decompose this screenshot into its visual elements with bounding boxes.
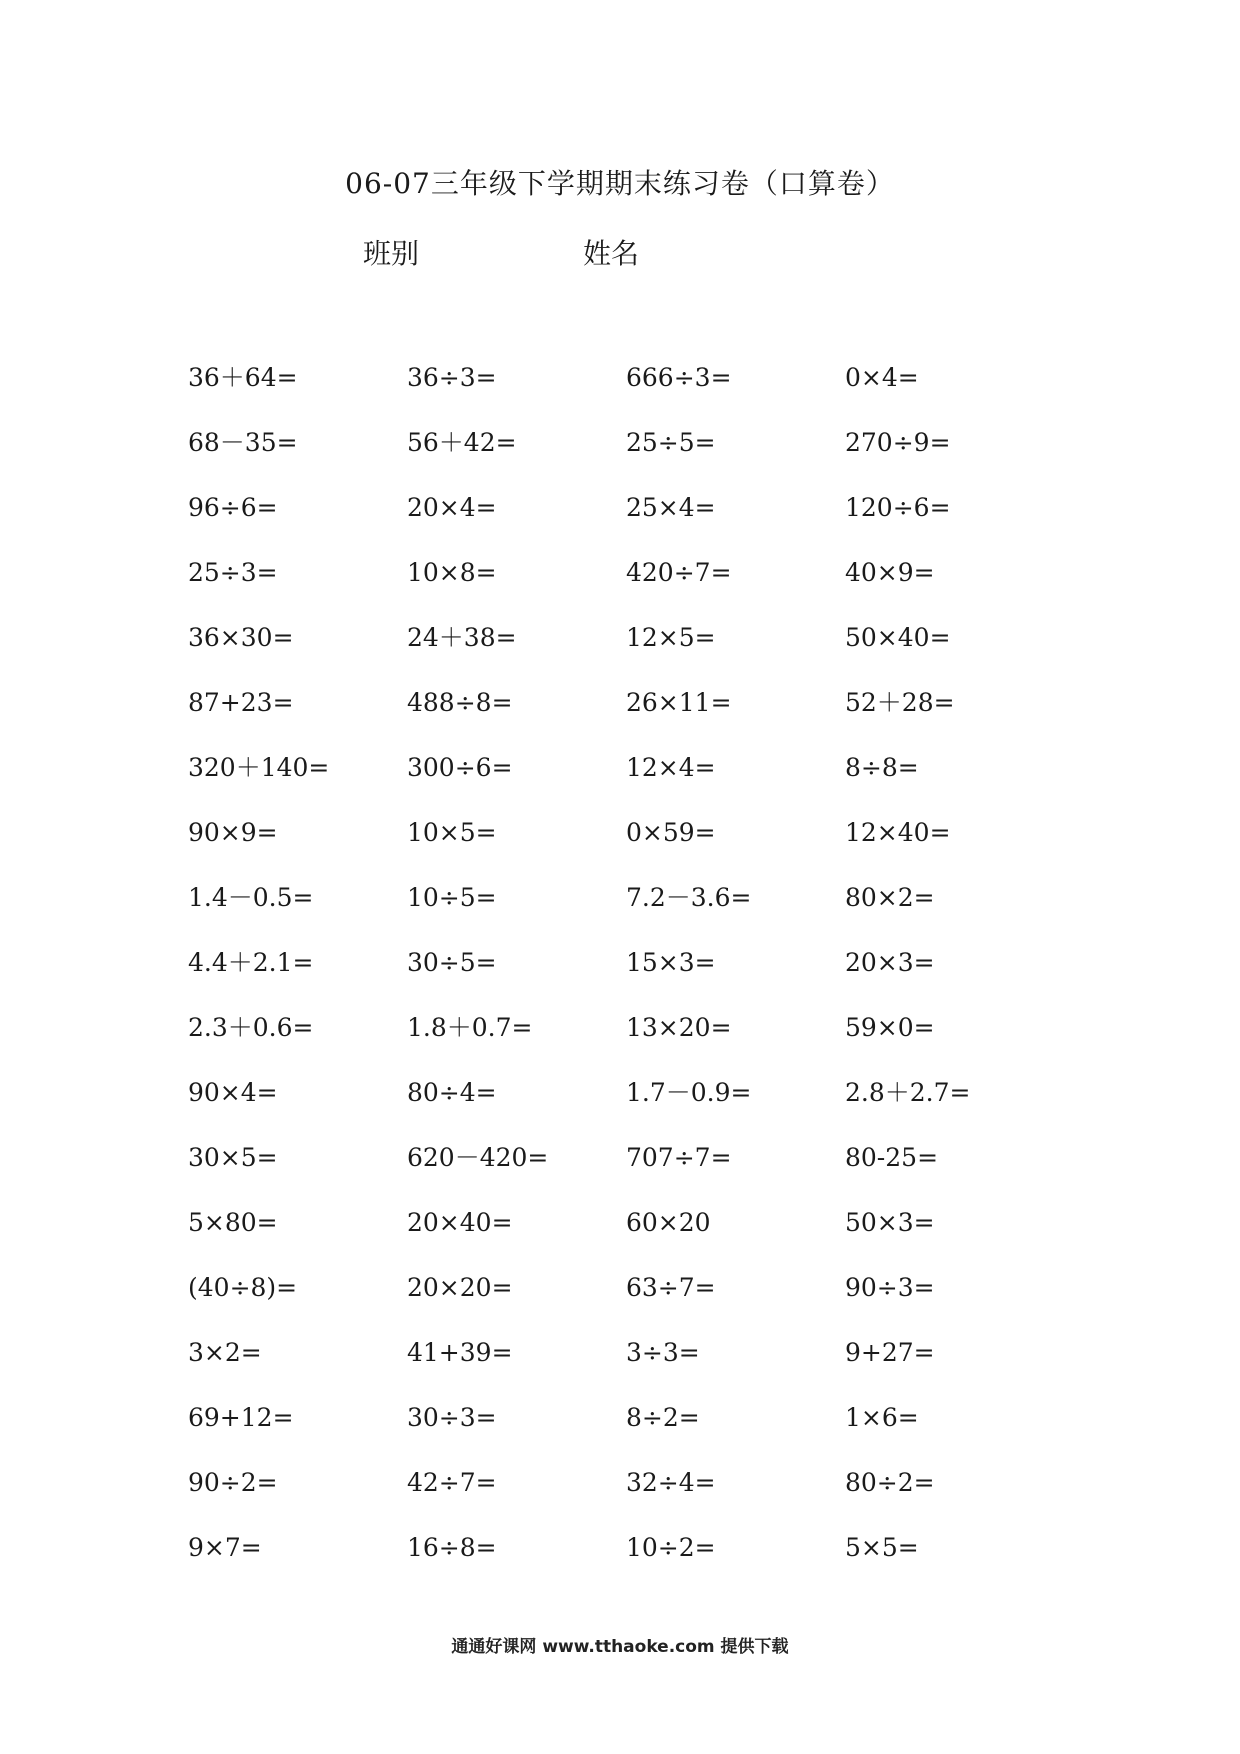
arithmetic-problem: 10÷2= (626, 1533, 716, 1562)
arithmetic-problem: 59×0= (845, 1013, 935, 1042)
arithmetic-problem: 420÷7= (626, 558, 732, 587)
arithmetic-problem: 488÷8= (407, 688, 513, 717)
arithmetic-problem: 12×40= (845, 818, 951, 847)
arithmetic-problem: 3×2= (188, 1338, 262, 1367)
arithmetic-problem: 1.8＋0.7= (407, 1013, 533, 1042)
arithmetic-problem: 36÷3= (407, 363, 497, 392)
arithmetic-problem: 30×5= (188, 1143, 278, 1172)
arithmetic-problem: 80×2= (845, 883, 935, 912)
arithmetic-problem: 36＋64= (188, 363, 298, 392)
arithmetic-problem: 5×80= (188, 1208, 278, 1237)
arithmetic-problem: 68－35= (188, 428, 298, 457)
arithmetic-problem: (40÷8)= (188, 1273, 298, 1302)
arithmetic-problem: 1.4－0.5= (188, 883, 314, 912)
arithmetic-problem: 12×4= (626, 753, 716, 782)
arithmetic-problem: 0×4= (845, 363, 919, 392)
arithmetic-problem: 90×9= (188, 818, 278, 847)
arithmetic-problem: 42÷7= (407, 1468, 497, 1497)
arithmetic-problem: 8÷8= (845, 753, 919, 782)
arithmetic-problem: 30÷5= (407, 948, 497, 977)
arithmetic-problem: 7.2－3.6= (626, 883, 752, 912)
arithmetic-problem: 52＋28= (845, 688, 955, 717)
arithmetic-problem: 5×5= (845, 1533, 919, 1562)
arithmetic-problem: 1×6= (845, 1403, 919, 1432)
arithmetic-problem: 10×5= (407, 818, 497, 847)
arithmetic-problem: 24＋38= (407, 623, 517, 652)
problem-grid (188, 360, 1088, 1595)
arithmetic-problem: 707÷7= (626, 1143, 732, 1172)
arithmetic-problem: 13×20= (626, 1013, 732, 1042)
arithmetic-problem: 60×20 (626, 1208, 711, 1237)
footer-credit: 通通好课网 www.tthaoke.com 提供下载 (451, 1637, 789, 1657)
arithmetic-problem: 2.8＋2.7= (845, 1078, 971, 1107)
arithmetic-problem: 90÷2= (188, 1468, 278, 1497)
arithmetic-problem: 80÷2= (845, 1468, 935, 1497)
arithmetic-problem: 620－420= (407, 1143, 549, 1172)
arithmetic-problem: 2.3＋0.6= (188, 1013, 314, 1042)
arithmetic-problem: 666÷3= (626, 363, 732, 392)
arithmetic-problem: 80-25= (845, 1143, 939, 1172)
arithmetic-problem: 50×3= (845, 1208, 935, 1237)
arithmetic-problem: 25÷3= (188, 558, 278, 587)
arithmetic-problem: 3÷3= (626, 1338, 700, 1367)
arithmetic-problem: 9×7= (188, 1533, 262, 1562)
arithmetic-problem: 63÷7= (626, 1273, 716, 1302)
arithmetic-problem: 26×11= (626, 688, 732, 717)
arithmetic-problem: 25×4= (626, 493, 716, 522)
arithmetic-problem: 15×3= (626, 948, 716, 977)
arithmetic-problem: 90÷3= (845, 1273, 935, 1302)
arithmetic-problem: 270÷9= (845, 428, 951, 457)
arithmetic-problem: 20×4= (407, 493, 497, 522)
page-title: 06-07三年级下学期期末练习卷（口算卷） (345, 167, 895, 200)
arithmetic-problem: 41+39= (407, 1338, 513, 1367)
arithmetic-problem: 56＋42= (407, 428, 517, 457)
arithmetic-problem: 12×5= (626, 623, 716, 652)
arithmetic-problem: 120÷6= (845, 493, 951, 522)
arithmetic-problem: 300÷6= (407, 753, 513, 782)
arithmetic-problem: 9+27= (845, 1338, 935, 1367)
arithmetic-problem: 20×40= (407, 1208, 513, 1237)
arithmetic-problem: 36×30= (188, 623, 294, 652)
arithmetic-problem: 20×3= (845, 948, 935, 977)
arithmetic-problem: 96÷6= (188, 493, 278, 522)
class-label: 班别 (363, 237, 420, 270)
arithmetic-problem: 40×9= (845, 558, 935, 587)
name-label: 姓名 (583, 237, 640, 270)
arithmetic-problem: 80÷4= (407, 1078, 497, 1107)
arithmetic-problem: 10×8= (407, 558, 497, 587)
arithmetic-problem: 50×40= (845, 623, 951, 652)
arithmetic-problem: 4.4＋2.1= (188, 948, 314, 977)
arithmetic-problem: 0×59= (626, 818, 716, 847)
arithmetic-problem: 16÷8= (407, 1533, 497, 1562)
arithmetic-problem: 320＋140= (188, 753, 330, 782)
arithmetic-problem: 20×20= (407, 1273, 513, 1302)
arithmetic-problem: 69+12= (188, 1403, 294, 1432)
arithmetic-problem: 10÷5= (407, 883, 497, 912)
arithmetic-problem: 87+23= (188, 688, 294, 717)
arithmetic-problem: 90×4= (188, 1078, 278, 1107)
arithmetic-problem: 1.7－0.9= (626, 1078, 752, 1107)
arithmetic-problem: 8÷2= (626, 1403, 700, 1432)
student-info-fields (363, 232, 763, 268)
arithmetic-problem: 32÷4= (626, 1468, 716, 1497)
arithmetic-problem: 30÷3= (407, 1403, 497, 1432)
arithmetic-problem: 25÷5= (626, 428, 716, 457)
